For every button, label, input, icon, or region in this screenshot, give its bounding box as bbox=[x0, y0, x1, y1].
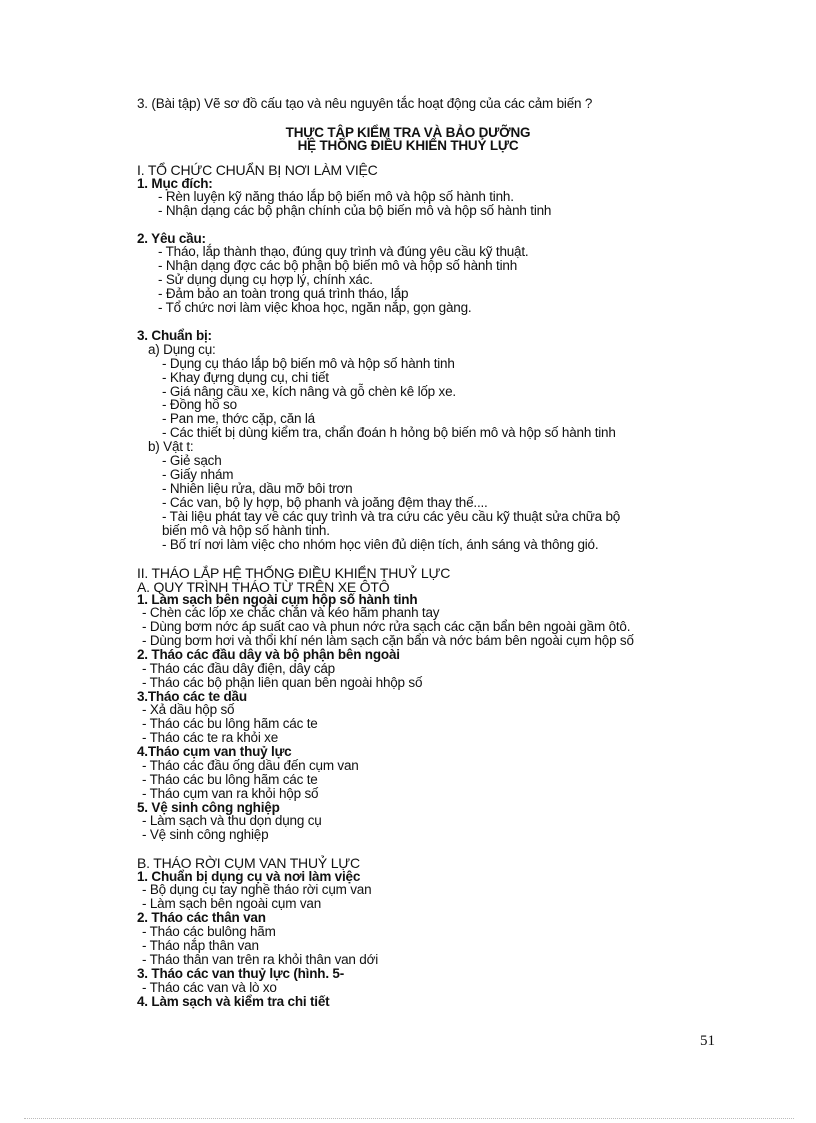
list-item: - Tháo các đầu dây điện, dây cáp bbox=[142, 661, 335, 676]
list-item: - Tháo các bu lông hãm các te bbox=[142, 772, 318, 787]
list-item: - Giấy nhám bbox=[162, 467, 234, 482]
list-item: biến mô và hộp số hành tinh. bbox=[162, 523, 330, 538]
list-item: - Giá nâng cầu xe, kích nâng và gỗ chèn kê lốp xe. bbox=[162, 384, 456, 399]
list-item: - Tháo các bộ phận liên quan bên ngoài hhộp số bbox=[142, 675, 423, 690]
step-heading: 5. Vệ sinh công nghiệp bbox=[137, 800, 280, 815]
list-item: - Dùng bơm hơi và thổi khí nén làm sạch cặn bẩn và nớc bám bên ngoài cụm hộp số bbox=[142, 633, 634, 648]
list-item: - Các thiết bị dùng kiểm tra, chẩn đoán h hỏng bộ biến mô và hộp số hành tinh bbox=[162, 425, 616, 440]
step-heading: 3.Tháo các te dầu bbox=[137, 689, 247, 704]
section-heading-2: II. THÁO LẮP HỆ THỐNG ĐIỀU KHIỂN THUỶ LỰC bbox=[137, 565, 451, 581]
subsection-heading-b: B. THÁO RỜI CỤM VAN THUỶ LỰC bbox=[137, 855, 360, 871]
list-item: - Dụng cụ tháo lắp bộ biến mô và hộp số hành tinh bbox=[162, 356, 455, 371]
list-item: - Tháo các bu lông hãm các te bbox=[142, 716, 318, 731]
step-heading: 2. Tháo các đầu dây và bộ phận bên ngoài bbox=[137, 647, 400, 662]
list-item: - Đảm bảo an toàn trong quá trình tháo, lắp bbox=[158, 286, 409, 301]
list-item: - Tháo cụm van ra khỏi hộp số bbox=[142, 786, 319, 801]
list-item: - Tài liệu phát tay về các quy trình và tra cứu các yêu cầu kỹ thuật sửa chữa bộ bbox=[162, 509, 621, 524]
tools-heading: a) Dụng cụ: bbox=[148, 342, 216, 357]
subsection-heading-a: A. QUY TRÌNH THÁO TỪ TRÊN XE ÔTÔ bbox=[137, 579, 390, 595]
list-item: - Tháo các te ra khỏi xe bbox=[142, 730, 279, 745]
step-heading: 4. Làm sạch và kiểm tra chi tiết bbox=[137, 994, 330, 1009]
list-item: - Làm sạch bên ngoài cụm van bbox=[142, 896, 322, 911]
page-title-line1: THỰC TẬP KIỂM TRA VÀ BẢO DƯỠNG bbox=[285, 125, 531, 140]
bottom-divider bbox=[24, 1118, 794, 1119]
purpose-heading: 1. Mục đích: bbox=[137, 176, 213, 191]
list-item: - Tháo thân van trên ra khỏi thân van dới bbox=[142, 952, 379, 967]
list-item: - Bộ dụng cụ tay nghề tháo rời cụm van bbox=[142, 882, 372, 897]
step-heading: 3. Tháo các van thuỷ lực (hình. 5- bbox=[137, 966, 345, 981]
section-heading-1: I. TỔ CHỨC CHUẨN BỊ NƠI LÀM VIỆC bbox=[137, 162, 378, 178]
list-item: - Tháo các bulông hãm bbox=[142, 924, 276, 939]
list-item: - Nhiên liệu rửa, dầu mỡ bôi trơn bbox=[162, 481, 353, 496]
list-item: - Giẻ sạch bbox=[162, 453, 222, 468]
step-heading: 2. Tháo các thân van bbox=[137, 910, 266, 925]
list-item: - Tháo các đầu ống dầu đến cụm van bbox=[142, 758, 359, 773]
exercise-question: 3. (Bài tập) Vẽ sơ đồ cấu tạo và nêu nguyên tắc hoạt động của các cảm biến ? bbox=[137, 96, 593, 111]
materials-heading: b) Vật t: bbox=[148, 439, 194, 454]
step-heading: 4.Tháo cụm van thuỷ lực bbox=[137, 744, 292, 759]
list-item: - Xả dầu hộp số bbox=[142, 702, 235, 717]
list-item: - Bố trí nơi làm việc cho nhóm học viên đủ diện tích, ánh sáng và thông gió. bbox=[162, 537, 599, 552]
list-item: - Tháo, lắp thành thạo, đúng quy trình và đúng yêu cầu kỹ thuật. bbox=[158, 244, 529, 259]
page-title-line2: HỆ THỐNG ĐIỀU KHIỂN THUỶ LỰC bbox=[297, 138, 519, 153]
list-item: - Khay đựng dụng cụ, chi tiết bbox=[162, 370, 329, 385]
list-item: - Nhận dạng đợc các bộ phận bộ biến mô và hộp số hành tinh bbox=[158, 258, 518, 273]
list-item: - Tháo các van và lò xo bbox=[142, 980, 277, 995]
step-heading: 1. Chuẩn bị dụng cụ và nơi làm việc bbox=[137, 869, 361, 884]
list-item: - Nhận dạng các bộ phận chính của bộ biến mô và hộp số hành tinh bbox=[158, 203, 552, 218]
list-item: - Chèn các lốp xe chắc chắn và kéo hãm phanh tay bbox=[142, 605, 440, 620]
list-item: - Vệ sinh công nghiệp bbox=[142, 827, 269, 842]
list-item: - Đồng hồ so bbox=[162, 397, 237, 412]
list-item: - Tổ chức nơi làm việc khoa học, ngăn nắp, gọn gàng. bbox=[158, 300, 472, 315]
requirements-heading: 2. Yêu cầu: bbox=[137, 231, 206, 246]
list-item: - Tháo nắp thân van bbox=[142, 938, 259, 953]
list-item: - Rèn luyện kỹ năng tháo lắp bộ biến mô và hộp số hành tinh. bbox=[158, 189, 514, 204]
preparation-heading: 3. Chuẩn bị: bbox=[137, 328, 212, 343]
list-item: - Các van, bộ ly hợp, bộ phanh và joăng đệm thay thế.... bbox=[162, 495, 488, 510]
list-item: - Sử dụng dụng cụ hợp lý, chính xác. bbox=[158, 272, 373, 287]
list-item: - Pan me, thớc cặp, căn lá bbox=[162, 411, 315, 426]
step-heading: 1. Làm sạch bên ngoài cụm hộp số hành tinh bbox=[137, 592, 418, 607]
list-item: - Dùng bơm nớc áp suất cao và phun nớc rửa sạch các cặn bẩn bên ngoài gầm ôtô. bbox=[142, 619, 631, 634]
list-item: - Làm sạch và thu dọn dụng cụ bbox=[142, 813, 322, 828]
page-number: 51 bbox=[700, 1033, 715, 1049]
